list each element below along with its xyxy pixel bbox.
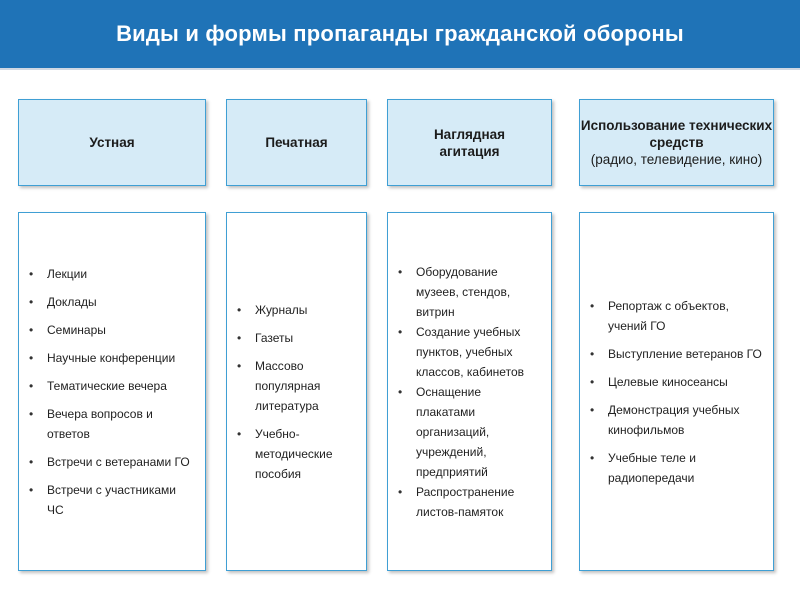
list-item: • Целевые киносеансы bbox=[608, 372, 763, 392]
list-item: • Учебные теле и радиопередачи bbox=[608, 448, 763, 488]
header-technical bbox=[579, 99, 774, 186]
list-item: • Репортаж с объектов, учений ГО bbox=[608, 296, 763, 336]
list-printed bbox=[226, 212, 367, 571]
list-item: • Встречи с ветеранами ГО bbox=[47, 452, 195, 472]
header-technical-line2: (радио, телевидение, кино) bbox=[590, 152, 763, 167]
list-item: • Оснащение плакатами организаций, учреждений, предприятий bbox=[416, 382, 541, 482]
list-item: • Распространение листов-памяток bbox=[416, 482, 541, 522]
header-visual-line1: Наглядная bbox=[433, 126, 506, 142]
header-oral bbox=[18, 99, 206, 186]
header-visual-line2: агитация bbox=[439, 143, 500, 159]
list-item: • Лекции bbox=[47, 264, 195, 284]
list-item: • Журналы bbox=[255, 300, 356, 320]
list-item: • Тематические вечера bbox=[47, 376, 195, 396]
list-item: • Вечера вопросов и ответов bbox=[47, 404, 195, 444]
list-item: • Массово популярная литература bbox=[255, 356, 356, 416]
header-technical-line1: Использование технических средств bbox=[580, 118, 773, 150]
list-item: • Научные конференции bbox=[47, 348, 195, 368]
header-oral-label: Устная bbox=[89, 135, 135, 150]
title-bar bbox=[0, 0, 800, 70]
list-item: • Газеты bbox=[255, 328, 356, 348]
list-item: • Выступление ветеранов ГО bbox=[608, 344, 763, 364]
list-technical bbox=[579, 212, 774, 571]
header-visual bbox=[387, 99, 552, 186]
list-visual bbox=[387, 212, 552, 571]
page-title: Виды и формы пропаганды гражданской обороны bbox=[116, 21, 684, 46]
header-printed bbox=[226, 99, 367, 186]
list-item: • Доклады bbox=[47, 292, 195, 312]
list-item: • Оборудование музеев, стендов, витрин bbox=[416, 262, 541, 322]
list-item: • Встречи с участниками ЧС bbox=[47, 480, 195, 520]
list-item: • Семинары bbox=[47, 320, 195, 340]
list-item: • Создание учебных пунктов, учебных классов, кабинетов bbox=[416, 322, 541, 382]
list-item: • Учебно-методические пособия bbox=[255, 424, 356, 484]
list-item: • Демонстрация учебных кинофильмов bbox=[608, 400, 763, 440]
header-printed-label: Печатная bbox=[265, 135, 328, 150]
list-oral bbox=[18, 212, 206, 571]
